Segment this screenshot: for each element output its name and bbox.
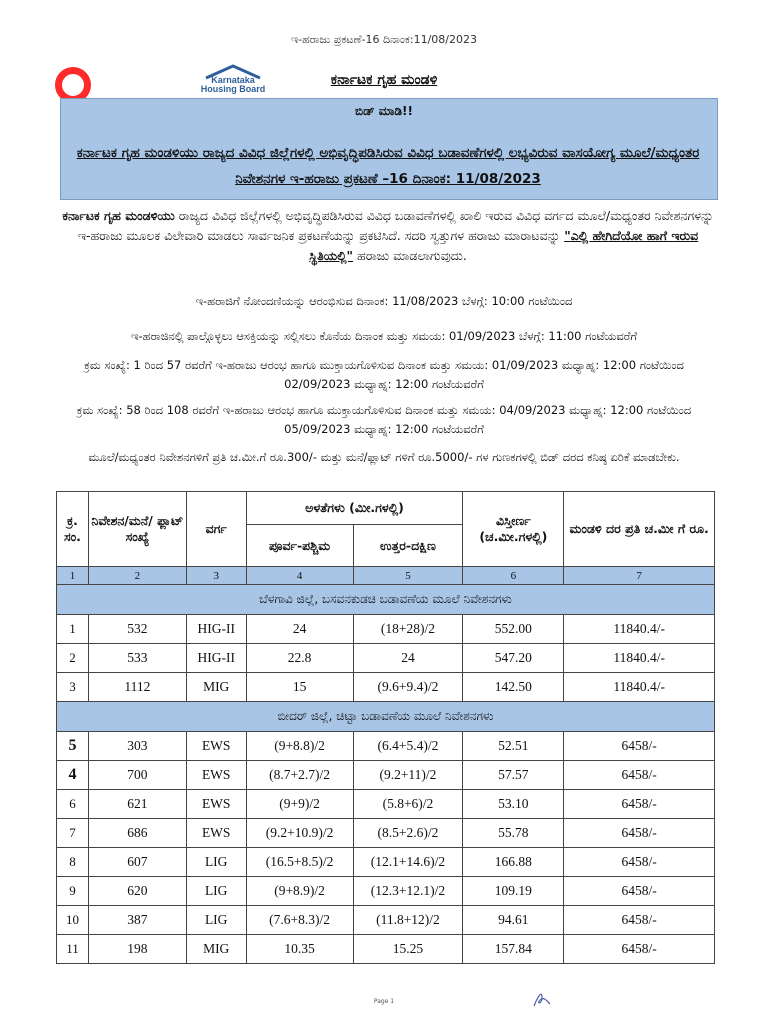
cell-category: EWS [186, 790, 246, 819]
cell-sn: 2 [57, 644, 89, 673]
cell-east-west: (8.7+2.7)/2 [246, 761, 353, 790]
intro-lead: ಕರ್ನಾಟಕ ಗೃಹ ಮಂಡಳಿಯು [62, 208, 175, 223]
cell-rate: 11840.4/- [564, 673, 715, 702]
cell-east-west: 10.35 [246, 935, 353, 964]
table-row [57, 819, 715, 848]
table-row [57, 935, 715, 964]
table-row [57, 644, 715, 673]
cell-north-south: (11.8+12)/2 [353, 906, 463, 935]
cell-north-south: (12.1+14.6)/2 [353, 848, 463, 877]
section-row [57, 585, 715, 615]
table-row [57, 906, 715, 935]
table-row [57, 848, 715, 877]
bid-increment-note: ಮೂಲೆ/ಮಧ್ಯಂತರ ನಿವೇಶನಗಳಿಗೆ ಪ್ರತಿ ಚ.ಮೀ.ಗೆ ರೂ.300/- ಮತ್ತು ಮನೆ/ಫ್ಲಾಟ್ ಗಳಿಗೆ ರೂ.5000/- ಗಳ ಗುಣಕಗಳಲ್ಲಿ ಬಿಡ್ ದರದ ಕನಿಷ್ಠ ಏರಿಕೆ ಮಾಡಬೇಕು. [88, 450, 680, 464]
cell-area: 53.10 [463, 790, 564, 819]
bid-headline: ಕರ್ನಾಟಕ ಗೃಹ ಮಂಡಳಿಯು ರಾಜ್ಯದ ವಿವಿಧ ಜಿಲ್ಲೆಗಳಲ್ಲಿ ಅಭಿವೃದ್ಧಿಪಡಿಸಿರುವ ವಿವಿಧ ಬಡಾವಣೆಗಳಲ್ಲಿ ಲಭ್ಯವಿರುವ ವಾಸಯೋಗ್ಯ ಮೂಲೆ/ಮಧ್ಯಂತರ ನಿವೇಶನಗಳ ಇ-ಹರಾಜು ಪ್ರಕಟಣೆ –16 ದಿನಾಂಕ: 11/08/2023 [76, 145, 700, 187]
table-row [57, 673, 715, 702]
schedule-1-57: ಕ್ರಮ ಸಂಖ್ಯೆ: 1 ರಿಂದ 57 ರವರೆಗೆ ಇ-ಹರಾಜು ಆರಂಭ ಹಾಗೂ ಮುಕ್ತಾಯಗೊಳಿಸುವ ದಿನಾಂಕ ಮತ್ತು ಸಮಯ: 01/09/2023 ಮಧ್ಯಾಹ್ನ: 12:00 ಗಂಟೆಯಿಂದ 02/09/2023 ಮಧ್ಯಾಹ್ನ: 12:00 ಗಂಟೆಯವರೆಗೆ [84, 358, 684, 391]
cell-rate: 6458/- [564, 935, 715, 964]
cell-category: MIG [186, 935, 246, 964]
cell-category: LIG [186, 906, 246, 935]
cell-sn: 1 [57, 615, 89, 644]
cell-category: EWS [186, 732, 246, 761]
cell-area: 142.50 [463, 673, 564, 702]
column-number: 1 [57, 567, 89, 585]
cell-north-south: 24 [353, 644, 463, 673]
cell-north-south: (18+28)/2 [353, 615, 463, 644]
table-row [57, 790, 715, 819]
intro-body: ರಾಜ್ಯದ ವಿವಿಧ ಜಿಲ್ಲೆಗಳಲ್ಲಿ ಅಭಿವೃದ್ಧಿಪಡಿಸಿರುವ ವಿವಿಧ ಬಡಾವಣೆಗಳಲ್ಲಿ ಖಾಲಿ ಇರುವ ವಿವಿಧ ವರ್ಗದ ಮೂಲೆ/ಮಧ್ಯಂತರ ನಿವೇಶನಗಳನ್ನು ಇ-ಹರಾಜು ಮೂಲಕ ವಿಲೇವಾರಿ ಮಾಡಲು ಸಾರ್ವಜನಿಕ ಪ್ರಕಟಣೆಯನ್ನು ಪ್ರಕಟಿಸಿದೆ. ಸದರಿ ಸ್ವತ್ತುಗಳ ಹರಾಜು ಮಾರಾಟವನ್ನು [77, 208, 714, 243]
cell-site-no: 621 [88, 790, 186, 819]
cell-north-south: (12.3+12.1)/2 [353, 877, 463, 906]
cell-north-south: (9.6+9.4)/2 [353, 673, 463, 702]
cell-category: HIG-II [186, 615, 246, 644]
cell-rate: 11840.4/- [564, 644, 715, 673]
cell-sn: 6 [57, 790, 89, 819]
column-number-row [57, 567, 715, 585]
cell-category: LIG [186, 848, 246, 877]
cell-area: 52.51 [463, 732, 564, 761]
cell-site-no: 198 [88, 935, 186, 964]
table-row [57, 732, 715, 761]
cell-category: LIG [186, 877, 246, 906]
auction-reference: ಇ-ಹರಾಜು ಪ್ರಕಟಣೆ-16 ದಿನಾಂಕ:11/08/2023 [290, 33, 477, 46]
column-number: 7 [564, 567, 715, 585]
cell-rate: 6458/- [564, 732, 715, 761]
column-number: 2 [88, 567, 186, 585]
cell-rate: 6458/- [564, 761, 715, 790]
table-row [57, 761, 715, 790]
column-number: 3 [186, 567, 246, 585]
cell-sn: 9 [57, 877, 89, 906]
section-row [57, 702, 715, 732]
cell-area: 55.78 [463, 819, 564, 848]
cell-rate: 6458/- [564, 877, 715, 906]
bid-title: ಬಿಡ್ ಮಾಡಿ!! [355, 104, 413, 118]
cell-sn: 10 [57, 906, 89, 935]
header-north-south: ಉತ್ತರ-ದಕ್ಷಿಣ [353, 525, 463, 567]
cell-site-no: 620 [88, 877, 186, 906]
cell-area: 57.57 [463, 761, 564, 790]
cell-site-no: 700 [88, 761, 186, 790]
cell-rate: 6458/- [564, 848, 715, 877]
cell-rate: 6458/- [564, 906, 715, 935]
signature-icon [530, 986, 552, 1010]
header-area: ವಿಸ್ತೀರ್ಣ (ಚ.ಮೀ.ಗಳಲ್ಲಿ) [463, 492, 564, 567]
org-title: ಕರ್ನಾಟಕ ಗೃಹ ಮಂಡಳಿ [330, 72, 438, 88]
intro-tail: ಹರಾಜು ಮಾಡಲಾಗುವುದು. [353, 248, 467, 263]
cell-east-west: 22.8 [246, 644, 353, 673]
cell-sn: 4 [57, 761, 89, 790]
cell-site-no: 532 [88, 615, 186, 644]
cell-east-west: 15 [246, 673, 353, 702]
cell-east-west: (16.5+8.5)/2 [246, 848, 353, 877]
header-dimensions: ಅಳತೆಗಳು (ಮೀ.ಗಳಲ್ಲಿ) [246, 492, 463, 525]
cell-area: 157.84 [463, 935, 564, 964]
cell-area: 166.88 [463, 848, 564, 877]
cell-sn: 8 [57, 848, 89, 877]
cell-sn: 5 [57, 732, 89, 761]
sites-table [56, 491, 715, 964]
cell-site-no: 1112 [88, 673, 186, 702]
cell-site-no: 303 [88, 732, 186, 761]
cell-east-west: (9.2+10.9)/2 [246, 819, 353, 848]
header-category: ವರ್ಗ [186, 492, 246, 567]
table-row [57, 877, 715, 906]
cell-site-no: 607 [88, 848, 186, 877]
cell-category: MIG [186, 673, 246, 702]
cell-east-west: (9+9)/2 [246, 790, 353, 819]
registration-start: ಇ-ಹರಾಜಿಗೆ ನೋಂದಣಿಯನ್ನು ಆರಂಭಿಸುವ ದಿನಾಂಕ: 11/08/2023 ಬೆಳಗ್ಗೆ: 10:00 ಗಂಟೆಯಿಂದ [195, 294, 573, 308]
cell-area: 547.20 [463, 644, 564, 673]
cell-north-south: 15.25 [353, 935, 463, 964]
cell-category: HIG-II [186, 644, 246, 673]
intro-emphasis: "ಎಲ್ಲಿ ಹೇಗಿದೆಯೋ ಹಾಗೆ ಇರುವ ಸ್ಥಿತಿಯಲ್ಲಿ" [309, 228, 699, 263]
cell-north-south: (8.5+2.6)/2 [353, 819, 463, 848]
cell-sn: 11 [57, 935, 89, 964]
cell-north-south: (9.2+11)/2 [353, 761, 463, 790]
cell-sn: 3 [57, 673, 89, 702]
schedule-58-108: ಕ್ರಮ ಸಂಖ್ಯೆ: 58 ರಿಂದ 108 ರವರೆಗೆ ಇ-ಹರಾಜು ಆರಂಭ ಹಾಗೂ ಮುಕ್ತಾಯಗೊಳಿಸುವ ದಿನಾಂಕ ಮತ್ತು ಸಮಯ: 04/09/2023 ಮಧ್ಯಾಹ್ನ: 12:00 ಗಂಟೆಯಿಂದ 05/09/2023 ಮಧ್ಯಾಹ್ನ: 12:00 ಗಂಟೆಯವರೆಗೆ [76, 403, 692, 436]
header-east-west: ಪೂರ್ವ-ಪಶ್ಚಿಮ [246, 525, 353, 567]
cell-east-west: (7.6+8.3)/2 [246, 906, 353, 935]
cell-category: EWS [186, 761, 246, 790]
cell-area: 109.19 [463, 877, 564, 906]
cell-category: EWS [186, 819, 246, 848]
column-number: 5 [353, 567, 463, 585]
cell-east-west: (9+8.8)/2 [246, 732, 353, 761]
table-row [57, 615, 715, 644]
cell-north-south: (5.8+6)/2 [353, 790, 463, 819]
header-rate: ಮಂಡಳಿ ದರ ಪ್ರತಿ ಚ.ಮೀ ಗೆ ರೂ. [564, 492, 715, 567]
cell-area: 94.61 [463, 906, 564, 935]
cell-site-no: 686 [88, 819, 186, 848]
interest-deadline: ಇ-ಹರಾಜಿನಲ್ಲಿ ಪಾಲ್ಗೊಳ್ಳಲು ಆಸಕ್ತಿಯನ್ನು ಸಲ್ಲಿಸಲು ಕೊನೆಯ ದಿನಾಂಕ ಮತ್ತು ಸಮಯ: 01/09/2023 ಬೆಳಗ್ಗೆ: 11:00 ಗಂಟೆಯವರೆಗೆ [130, 329, 638, 343]
cell-north-south: (6.4+5.4)/2 [353, 732, 463, 761]
cell-east-west: (9+8.9)/2 [246, 877, 353, 906]
page-number: Page 1 [373, 998, 395, 1005]
logo-text: Karnataka Housing Board [200, 75, 266, 94]
cell-east-west: 24 [246, 615, 353, 644]
column-number: 4 [246, 567, 353, 585]
column-number: 6 [463, 567, 564, 585]
section-title: ಬೆಳಗಾವಿ ಜಿಲ್ಲೆ, ಬಸವನಕುಡಚಿ ಬಡಾವಣೆಯ ಮೂಲೆ ನಿವೇಶನಗಳು [57, 585, 715, 615]
cell-rate: 6458/- [564, 790, 715, 819]
cell-rate: 6458/- [564, 819, 715, 848]
cell-rate: 11840.4/- [564, 615, 715, 644]
header-site-no: ನಿವೇಶನ/ಮನೆ/ ಫ್ಲಾಟ್ ಸಂಖ್ಯೆ [88, 492, 186, 567]
cell-area: 552.00 [463, 615, 564, 644]
cell-site-no: 387 [88, 906, 186, 935]
header-sn: ಕ್ರ. ಸಂ. [57, 492, 89, 567]
intro-paragraph [62, 206, 714, 266]
cell-site-no: 533 [88, 644, 186, 673]
cell-sn: 7 [57, 819, 89, 848]
section-title: ಬೀದರ್ ಜಿಲ್ಲೆ, ಚಿಟ್ಟಾ ಬಡಾವಣೆಯ ಮೂಲೆ ನಿವೇಶನಗಳು [57, 702, 715, 732]
